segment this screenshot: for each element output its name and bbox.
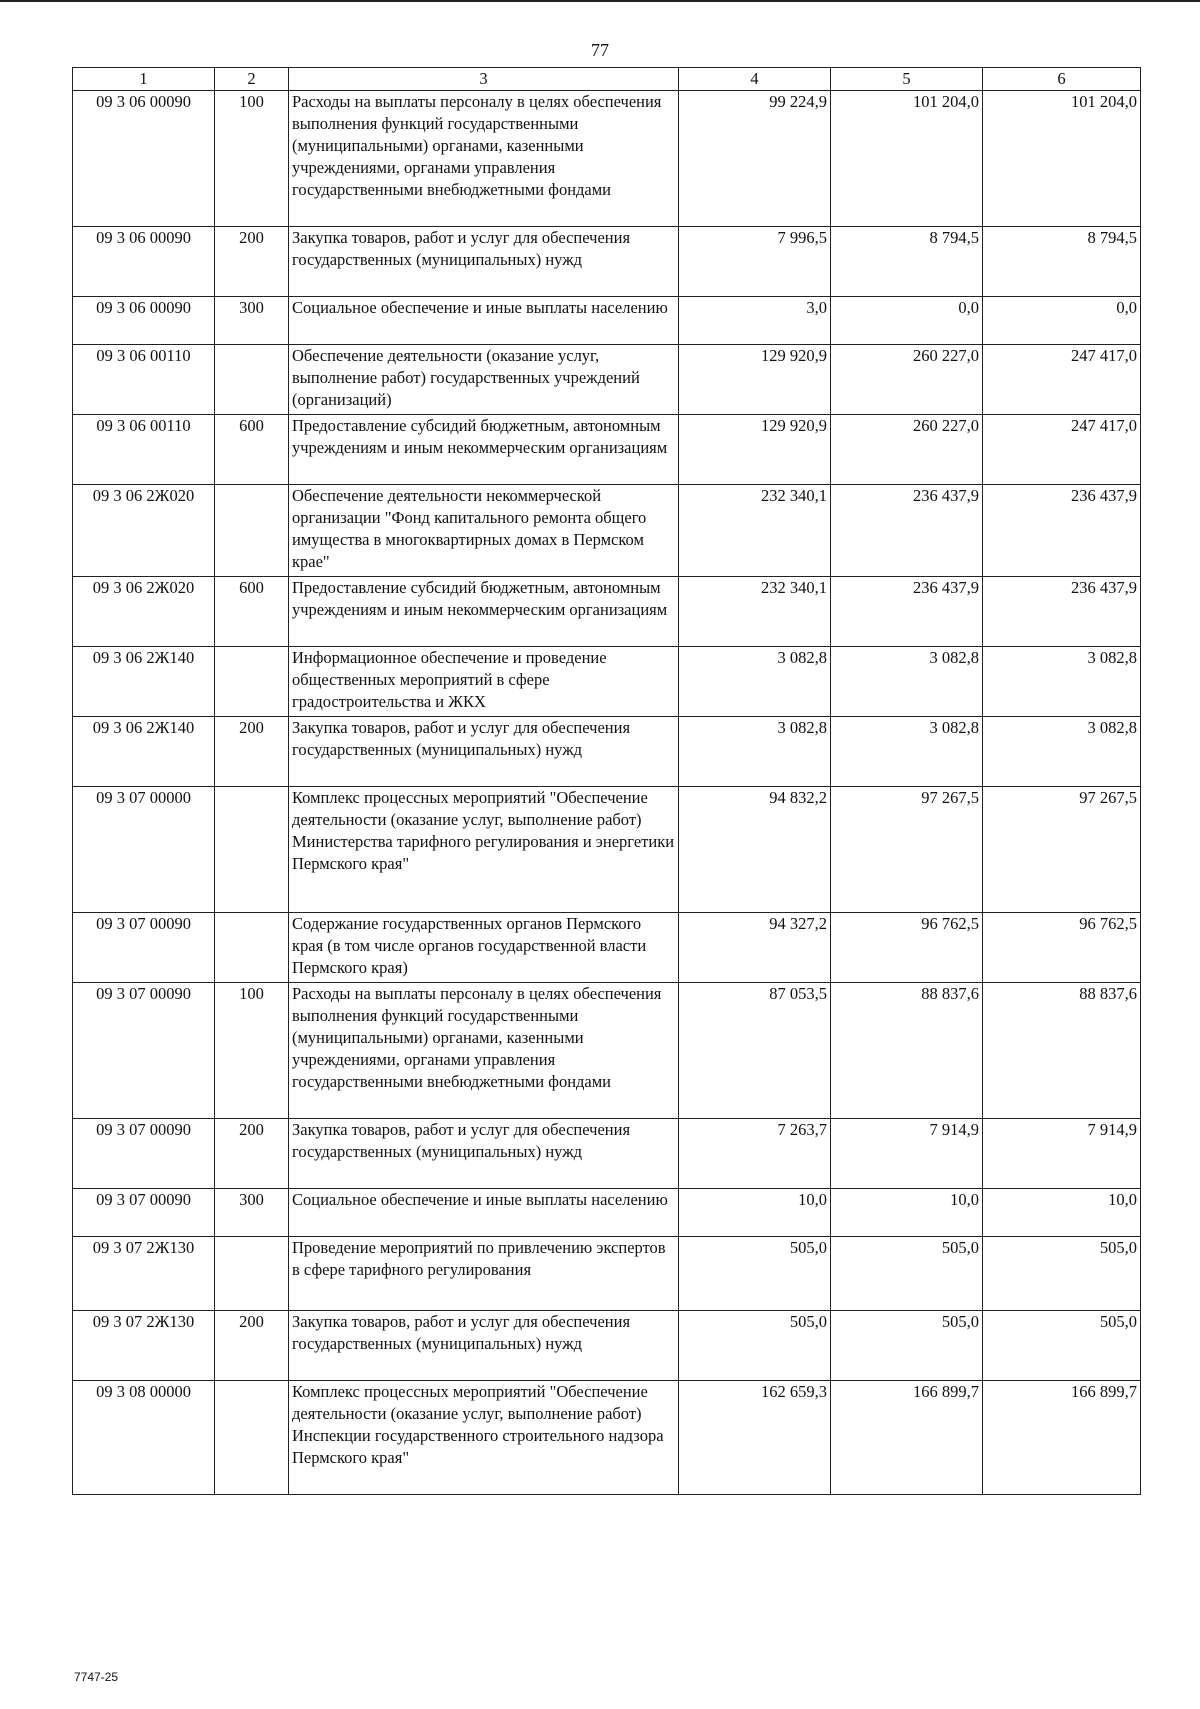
table-row [73,787,1141,913]
table-row [73,91,1141,227]
row-value-col6: 8 794,5 [983,227,1141,297]
row-expense-type [215,913,289,983]
header-col-6: 6 [983,68,1141,91]
row-value-col6: 3 082,8 [983,647,1141,717]
row-expense-type [215,1237,289,1311]
row-value-col5: 3 082,8 [831,717,983,787]
row-value-col6: 247 417,0 [983,345,1141,415]
row-value-col6: 101 204,0 [983,91,1141,227]
row-expense-type [215,345,289,415]
row-name: Расходы на выплаты персоналу в целях обеспечения выполнения функций государственными (муниципальными) органами, казенными учреждениями, органами управления государственными внебюджетными фондами [289,983,679,1119]
table-header-row [73,68,1141,91]
row-value-col4: 129 920,9 [679,415,831,485]
row-name: Расходы на выплаты персоналу в целях обеспечения выполнения функций государственными (муниципальными) органами, казенными учреждениями, органами управления государственными внебюджетными фондами [289,91,679,227]
row-name: Проведение мероприятий по привлечению экспертов в сфере тарифного регулирования [289,1237,679,1311]
row-code: 09 3 07 00090 [73,913,215,983]
table-row [73,1119,1141,1189]
row-code: 09 3 07 2Ж130 [73,1311,215,1381]
row-value-col4: 505,0 [679,1311,831,1381]
header-col-1: 1 [73,68,215,91]
row-value-col6: 166 899,7 [983,1381,1141,1495]
row-value-col5: 101 204,0 [831,91,983,227]
row-value-col5: 166 899,7 [831,1381,983,1495]
row-expense-type [215,787,289,913]
table-row [73,717,1141,787]
row-expense-type [215,647,289,717]
row-code: 09 3 06 2Ж140 [73,647,215,717]
row-value-col5: 0,0 [831,297,983,345]
row-value-col4: 232 340,1 [679,577,831,647]
row-expense-type [215,1381,289,1495]
row-value-col5: 8 794,5 [831,227,983,297]
row-name: Обеспечение деятельности некоммерческой организации "Фонд капитального ремонта общего имущества в многоквартирных домах в Пермском крае" [289,485,679,577]
row-code: 09 3 06 00090 [73,91,215,227]
table-row [73,983,1141,1119]
table-row [73,415,1141,485]
table-row [73,227,1141,297]
table-row [73,1311,1141,1381]
row-value-col4: 3 082,8 [679,717,831,787]
row-expense-type: 200 [215,1311,289,1381]
row-name: Комплекс процессных мероприятий "Обеспечение деятельности (оказание услуг, выполнение работ) Инспекции государственного строительного надзора Пермского края" [289,1381,679,1495]
row-value-col5: 236 437,9 [831,577,983,647]
header-col-4: 4 [679,68,831,91]
row-code: 09 3 06 00090 [73,227,215,297]
row-code: 09 3 07 00090 [73,1119,215,1189]
row-value-col4: 7 996,5 [679,227,831,297]
row-value-col5: 88 837,6 [831,983,983,1119]
row-value-col4: 162 659,3 [679,1381,831,1495]
row-value-col4: 99 224,9 [679,91,831,227]
row-name: Закупка товаров, работ и услуг для обеспечения государственных (муниципальных) нужд [289,717,679,787]
row-name: Содержание государственных органов Пермского края (в том числе органов государственной власти Пермского края) [289,913,679,983]
table-row [73,1237,1141,1311]
row-expense-type: 200 [215,227,289,297]
page-number: 77 [591,40,609,60]
row-name: Предоставление субсидий бюджетным, автономным учреждениям и иным некоммерческим организациям [289,577,679,647]
row-value-col6: 505,0 [983,1237,1141,1311]
row-value-col4: 87 053,5 [679,983,831,1119]
row-name: Комплекс процессных мероприятий "Обеспечение деятельности (оказание услуг, выполнение работ) Министерства тарифного регулирования и энергетики Пермского края" [289,787,679,913]
row-value-col5: 7 914,9 [831,1119,983,1189]
row-value-col5: 505,0 [831,1237,983,1311]
row-value-col4: 7 263,7 [679,1119,831,1189]
row-code: 09 3 06 00110 [73,415,215,485]
row-value-col4: 94 832,2 [679,787,831,913]
row-expense-type: 600 [215,577,289,647]
row-expense-type: 300 [215,1189,289,1237]
row-value-col6: 505,0 [983,1311,1141,1381]
row-expense-type: 200 [215,1119,289,1189]
row-value-col5: 236 437,9 [831,485,983,577]
budget-table [72,67,1141,1495]
row-value-col6: 88 837,6 [983,983,1141,1119]
row-code: 09 3 06 2Ж140 [73,717,215,787]
row-value-col6: 7 914,9 [983,1119,1141,1189]
row-value-col6: 3 082,8 [983,717,1141,787]
row-value-col5: 97 267,5 [831,787,983,913]
row-value-col6: 0,0 [983,297,1141,345]
table-row [73,1381,1141,1495]
row-value-col5: 260 227,0 [831,415,983,485]
table-row [73,345,1141,415]
row-code: 09 3 07 00090 [73,983,215,1119]
row-name: Закупка товаров, работ и услуг для обеспечения государственных (муниципальных) нужд [289,227,679,297]
row-value-col4: 3,0 [679,297,831,345]
row-value-col6: 10,0 [983,1189,1141,1237]
document-code: 7747-25 [74,1670,119,1684]
row-name: Информационное обеспечение и проведение общественных мероприятий в сфере градостроительства и ЖКХ [289,647,679,717]
table-row [73,1189,1141,1237]
row-expense-type: 600 [215,415,289,485]
row-value-col5: 3 082,8 [831,647,983,717]
row-code: 09 3 08 00000 [73,1381,215,1495]
row-value-col4: 3 082,8 [679,647,831,717]
row-expense-type: 200 [215,717,289,787]
row-code: 09 3 07 00090 [73,1189,215,1237]
row-value-col6: 247 417,0 [983,415,1141,485]
row-value-col5: 10,0 [831,1189,983,1237]
header-col-2: 2 [215,68,289,91]
row-code: 09 3 06 00110 [73,345,215,415]
row-value-col6: 97 267,5 [983,787,1141,913]
row-name: Социальное обеспечение и иные выплаты населению [289,1189,679,1237]
row-expense-type: 100 [215,91,289,227]
header-col-5: 5 [831,68,983,91]
row-name: Закупка товаров, работ и услуг для обеспечения государственных (муниципальных) нужд [289,1311,679,1381]
row-code: 09 3 06 00090 [73,297,215,345]
row-expense-type: 300 [215,297,289,345]
table-row [73,577,1141,647]
page-top-border [0,0,1200,2]
row-value-col4: 10,0 [679,1189,831,1237]
row-value-col5: 505,0 [831,1311,983,1381]
row-expense-type [215,485,289,577]
row-expense-type: 100 [215,983,289,1119]
row-code: 09 3 06 2Ж020 [73,577,215,647]
row-name: Закупка товаров, работ и услуг для обеспечения государственных (муниципальных) нужд [289,1119,679,1189]
row-code: 09 3 07 2Ж130 [73,1237,215,1311]
table-row [73,485,1141,577]
row-name: Социальное обеспечение и иные выплаты населению [289,297,679,345]
row-value-col6: 236 437,9 [983,485,1141,577]
row-code: 09 3 06 2Ж020 [73,485,215,577]
row-code: 09 3 07 00000 [73,787,215,913]
row-value-col6: 96 762,5 [983,913,1141,983]
row-name: Предоставление субсидий бюджетным, автономным учреждениям и иным некоммерческим организациям [289,415,679,485]
row-value-col5: 96 762,5 [831,913,983,983]
table-row [73,297,1141,345]
row-value-col4: 232 340,1 [679,485,831,577]
header-col-3: 3 [289,68,679,91]
table-row [73,913,1141,983]
row-value-col6: 236 437,9 [983,577,1141,647]
row-value-col4: 505,0 [679,1237,831,1311]
row-name: Обеспечение деятельности (оказание услуг, выполнение работ) государственных учреждений (организаций) [289,345,679,415]
row-value-col4: 129 920,9 [679,345,831,415]
row-value-col5: 260 227,0 [831,345,983,415]
table-row [73,647,1141,717]
row-value-col4: 94 327,2 [679,913,831,983]
